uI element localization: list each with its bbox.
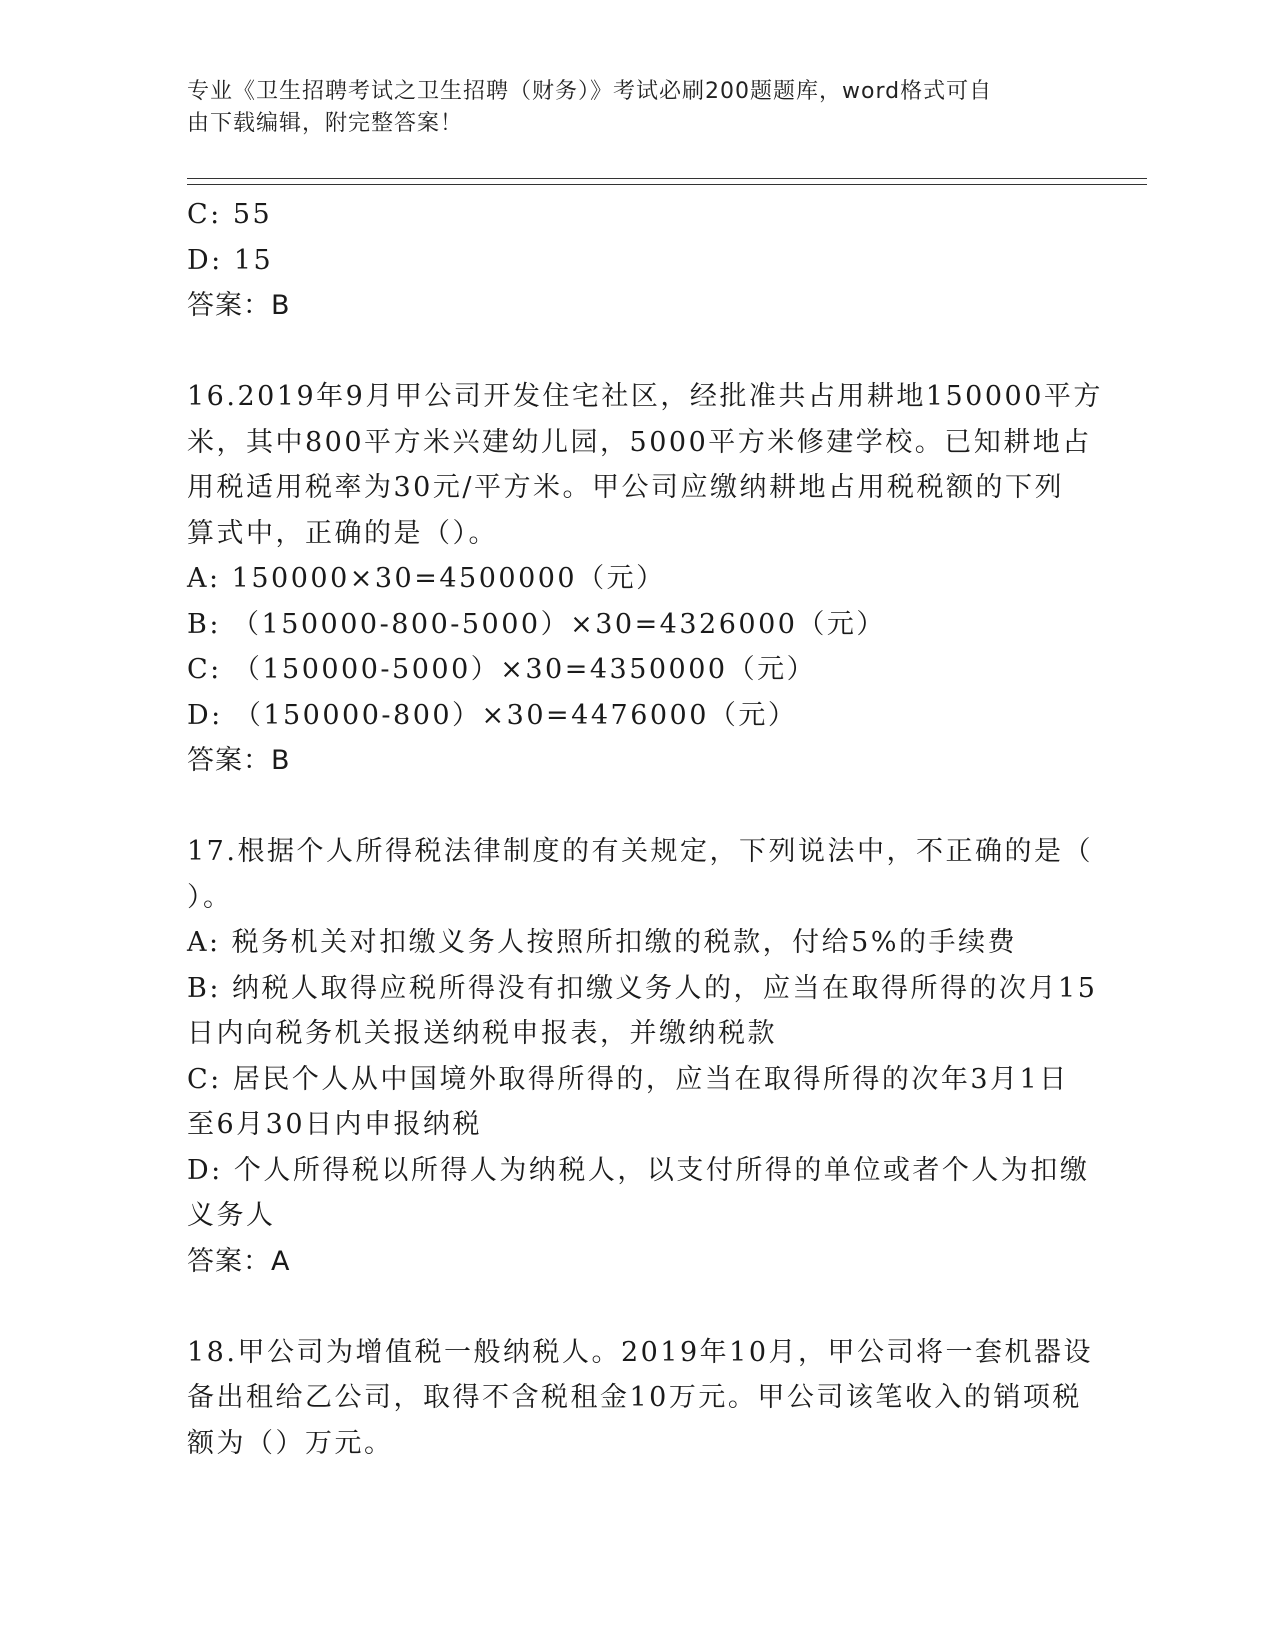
option-d: D: 个人所得税以所得人为纳税人，以支付所得的单位或者个人为扣缴: [187, 1154, 1090, 1186]
answer-line: 答案：B: [187, 290, 291, 321]
question-17: [187, 829, 1098, 1284]
question-15-tail: [187, 192, 1087, 329]
question-text-line: 18.甲公司为增值税一般纳税人。2019年10月，甲公司将一套机器设: [187, 1336, 1094, 1368]
question-16: [187, 374, 1103, 784]
option-d: D: （150000-800）×30=4476000（元）: [187, 699, 798, 731]
answer-line: 答案：B: [187, 745, 291, 776]
option-a: A: 150000×30=4500000（元）: [187, 563, 666, 594]
option-c-continued: 至6月30日内申报纳税: [187, 1109, 483, 1140]
option-d-continued: 义务人: [187, 1200, 276, 1231]
option-b: B: 纳税人取得应税所得没有扣缴义务人的，应当在取得所得的次月15: [187, 972, 1098, 1004]
question-18: [187, 1330, 1094, 1467]
question-text-line: 用税适用税率为30元/平方米。甲公司应缴纳耕地占用税税额的下列: [187, 472, 1064, 503]
question-text-line: 米，其中800平方米兴建幼儿园，5000平方米修建学校。已知耕地占: [187, 426, 1092, 458]
header-line-1: 专业《卫生招聘考试之卫生招聘（财务）》考试必刷200题题库，word格式可自: [187, 79, 993, 104]
header-line-2: 由下载编辑，附完整答案！: [187, 111, 464, 136]
header-divider-top: [187, 178, 1147, 179]
option-c: C: 居民个人从中国境外取得所得的，应当在取得所得的次年3月1日: [187, 1063, 1069, 1095]
document-body: [187, 192, 1103, 1466]
option-d: D: 15: [187, 244, 274, 276]
question-text-line: ）。: [187, 881, 233, 913]
question-text-line: 17.根据个人所得税法律制度的有关规定，下列说法中，不正确的是（: [187, 836, 1093, 867]
question-text-line: 备出租给乙公司，取得不含税租金10万元。甲公司该笔收入的销项税: [187, 1382, 1082, 1413]
header-divider-bottom: [187, 184, 1147, 185]
answer-line: 答案：A: [187, 1245, 291, 1277]
option-a: A: 税务机关对扣缴义务人按照所扣缴的税款，付给5%的手续费: [187, 927, 1018, 958]
document-header: [187, 76, 1067, 140]
question-text-line: 算式中，正确的是（）。: [187, 517, 498, 549]
option-b-continued: 日内向税务机关报送纳税申报表，并缴纳税款: [187, 1018, 777, 1049]
option-b: B: （150000-800-5000）×30=4326000（元）: [187, 608, 886, 640]
option-c: C: 55: [187, 199, 273, 230]
question-text-line: 额为（）万元。: [187, 1427, 394, 1459]
question-text-line: 16.2019年9月甲公司开发住宅社区，经批准共占用耕地150000平方: [187, 381, 1103, 412]
option-c: C: （150000-5000）×30=4350000（元）: [187, 654, 817, 685]
